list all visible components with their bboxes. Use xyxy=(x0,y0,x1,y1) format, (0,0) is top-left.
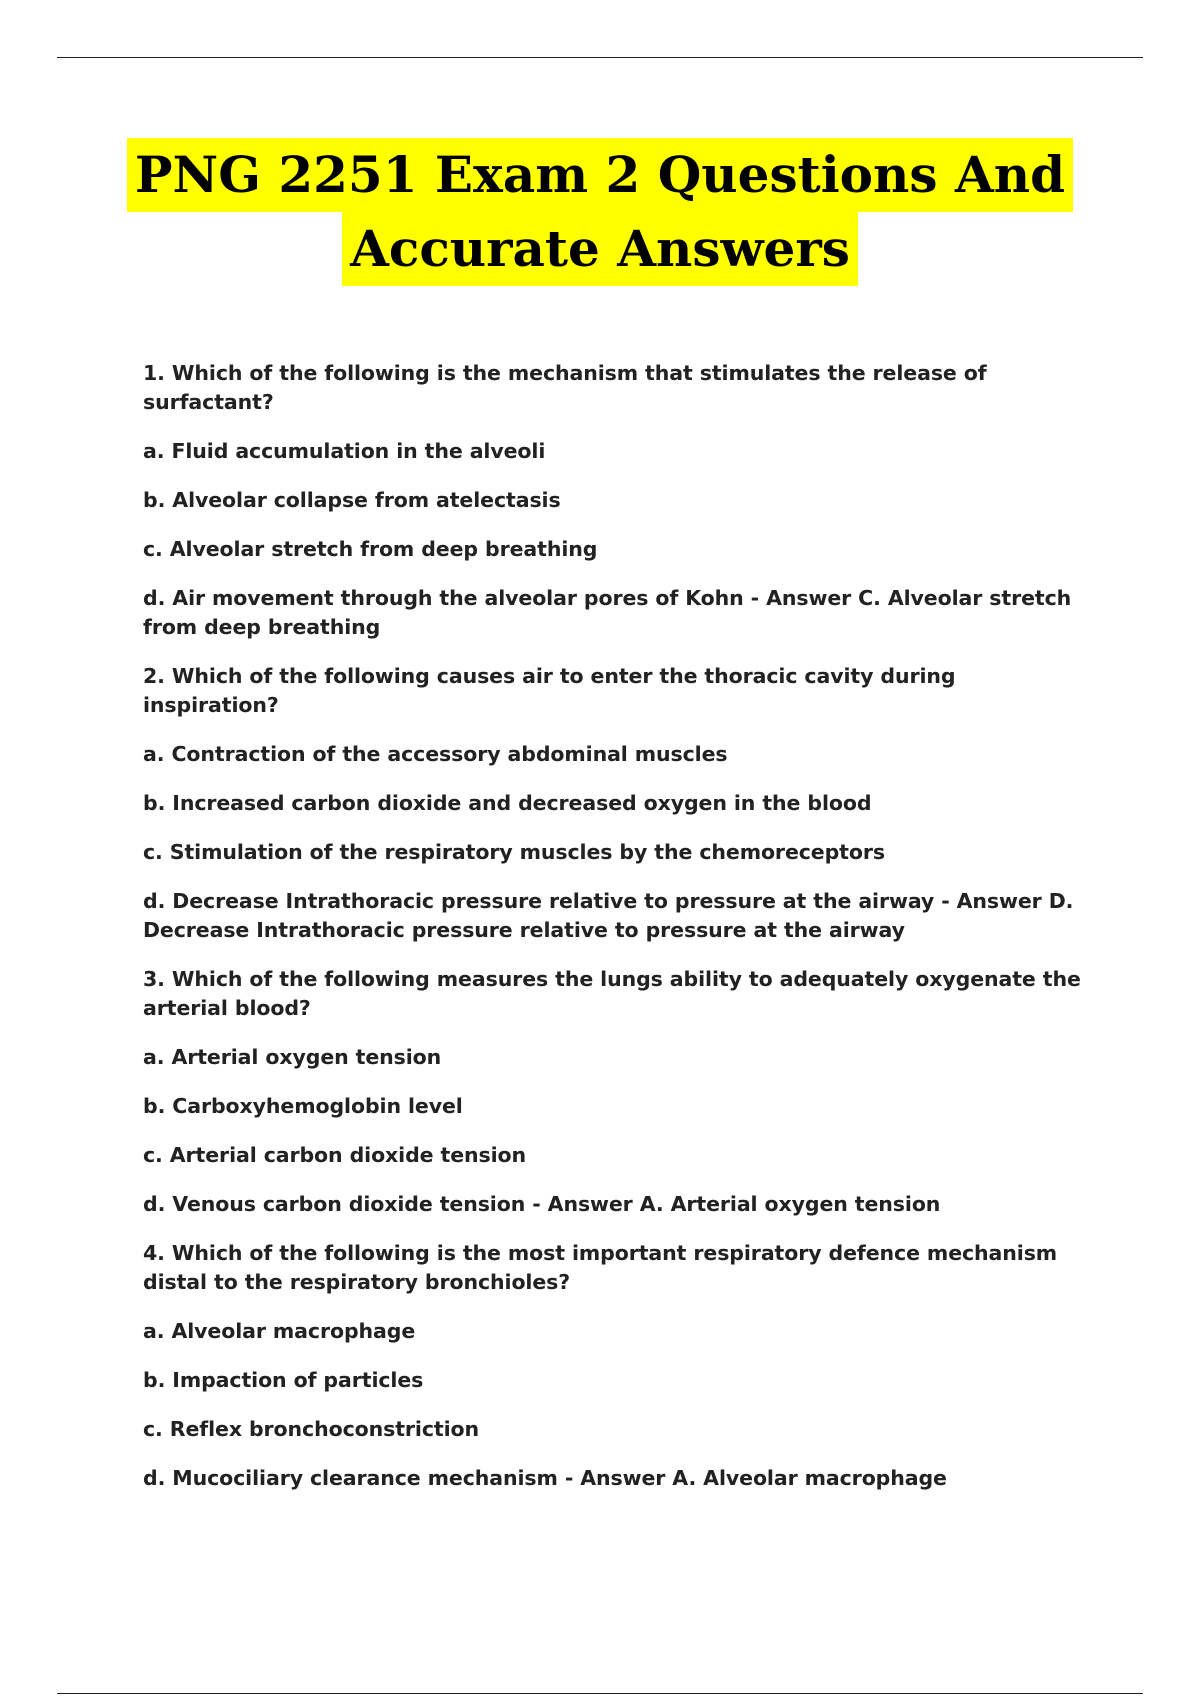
option-b: b. Increased carbon dioxide and decreased oxygen in the blood xyxy=(143,791,872,815)
question-block-2 xyxy=(143,662,1091,945)
option-c: c. Arterial carbon dioxide tension xyxy=(143,1143,527,1167)
bottom-rule xyxy=(57,1693,1143,1694)
title-line-1: PNG 2251 Exam 2 Questions And xyxy=(127,138,1073,212)
question-text: 4. Which of the following is the most important respiratory defence mechanism distal to the respiratory bronchioles? xyxy=(143,1241,1058,1294)
question-block-3 xyxy=(143,965,1091,1219)
option-d-with-answer: d. Venous carbon dioxide tension - Answer A. Arterial oxygen tension xyxy=(143,1192,941,1216)
option-c: c. Reflex bronchoconstriction xyxy=(143,1417,479,1441)
question-text: 1. Which of the following is the mechanism that stimulates the release of surfactant? xyxy=(143,361,987,414)
question-block-4 xyxy=(143,1239,1091,1493)
question-text: 3. Which of the following measures the lungs ability to adequately oxygenate the arterial blood? xyxy=(143,967,1081,1020)
option-a: a. Arterial oxygen tension xyxy=(143,1045,442,1069)
option-d-with-answer: d. Mucociliary clearance mechanism - Answer A. Alveolar macrophage xyxy=(143,1466,947,1490)
option-b: b. Carboxyhemoglobin level xyxy=(143,1094,463,1118)
question-text: 2. Which of the following causes air to enter the thoracic cavity during inspiration? xyxy=(143,664,956,717)
title-line-2: Accurate Answers xyxy=(342,212,858,286)
option-b: b. Impaction of particles xyxy=(143,1368,424,1392)
document-title xyxy=(0,138,1200,286)
top-rule xyxy=(57,57,1143,58)
option-d-with-answer: d. Decrease Intrathoracic pressure relative to pressure at the airway - Answer D. Decrease Intrathoracic pressure relative to pressure at the airway xyxy=(143,889,1074,942)
question-list xyxy=(143,359,1091,1513)
option-c: c. Alveolar stretch from deep breathing xyxy=(143,537,598,561)
option-a: a. Contraction of the accessory abdominal muscles xyxy=(143,742,728,766)
option-a: a. Alveolar macrophage xyxy=(143,1319,416,1343)
option-d-with-answer: d. Air movement through the alveolar pores of Kohn - Answer C. Alveolar stretch from deep breathing xyxy=(143,586,1072,639)
option-b: b. Alveolar collapse from atelectasis xyxy=(143,488,561,512)
question-block-1 xyxy=(143,359,1091,642)
option-c: c. Stimulation of the respiratory muscles by the chemoreceptors xyxy=(143,840,885,864)
option-a: a. Fluid accumulation in the alveoli xyxy=(143,439,546,463)
